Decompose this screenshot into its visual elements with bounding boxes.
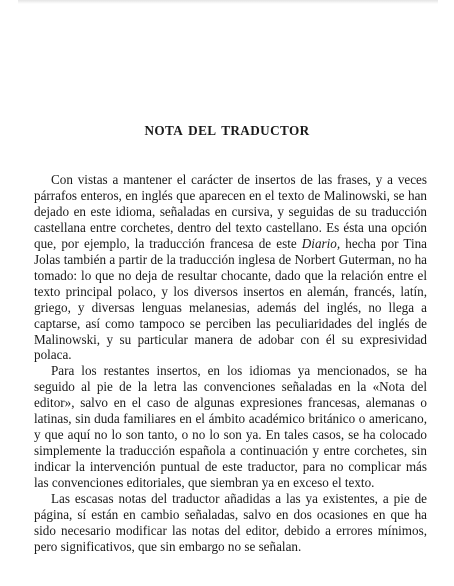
paragraph-3-text: Las escasas notas del traductor añadidas a las ya existentes, a pie de página, sí están en cambio señaladas, salvo en dos ocasiones en que ha sido necesario modificar las notas del editor, debido a errores mínimos, pero significativos, que sin embargo no se señalan. — [34, 491, 427, 554]
paragraph-2 — [34, 363, 427, 491]
scan-edge-shadow — [18, 0, 438, 4]
body-text — [34, 172, 427, 555]
page-heading: NOTA DEL TRADUCTOR — [144, 123, 310, 138]
paragraph-3 — [34, 491, 427, 555]
paragraph-1-text-b: hecha por Tina Jolas también a partir de la traducción inglesa de Norbert Guterman, no ha tomado: lo que no deja de resultar chocante, dado que la relación entre el texto principal polaco, y los diversos insertos en alemán, francés, latín, griego, y diversas lenguas melanesias, además del inglés, no llega a captarse, así como tampoco se perciben las peculiaridades del inglés de Malinowski, y su particular manera de adobar con él su expresividad polaca. — [34, 235, 427, 363]
paragraph-1 — [34, 172, 427, 363]
paragraph-1-text-a: Con vistas a mantener el carácter de insertos de las frases, y a veces párrafos enteros, en inglés que aparecen en el texto de Malinowski, se han dejado en este idioma, señaladas en cursiva, y seguidas de su traducción castellana entre corchetes, dentro del texto castellano. Es ésta una opción que, por ejemplo, la traducción francesa de este — [34, 172, 427, 251]
paragraph-1-italic-title: Diario, — [301, 235, 341, 251]
paragraph-2-text: Para los restantes insertos, en los idiomas ya mencionados, se ha seguido al pie de la letra las convenciones señaladas en la «Nota del editor», salvo en el caso de algunas expresiones francesas, alemanas o latinas, sin duda familiares en el ámbito académico británico o americano, y que aquí no lo son tanto, o no lo son ya. En tales casos, se ha colocado simplemente la traducción española a continuación y entre corchetes, sin indicar la intervención puntual de este traductor, para no complicar más las convenciones editoriales, que siembran ya en exceso el texto. — [34, 363, 427, 491]
